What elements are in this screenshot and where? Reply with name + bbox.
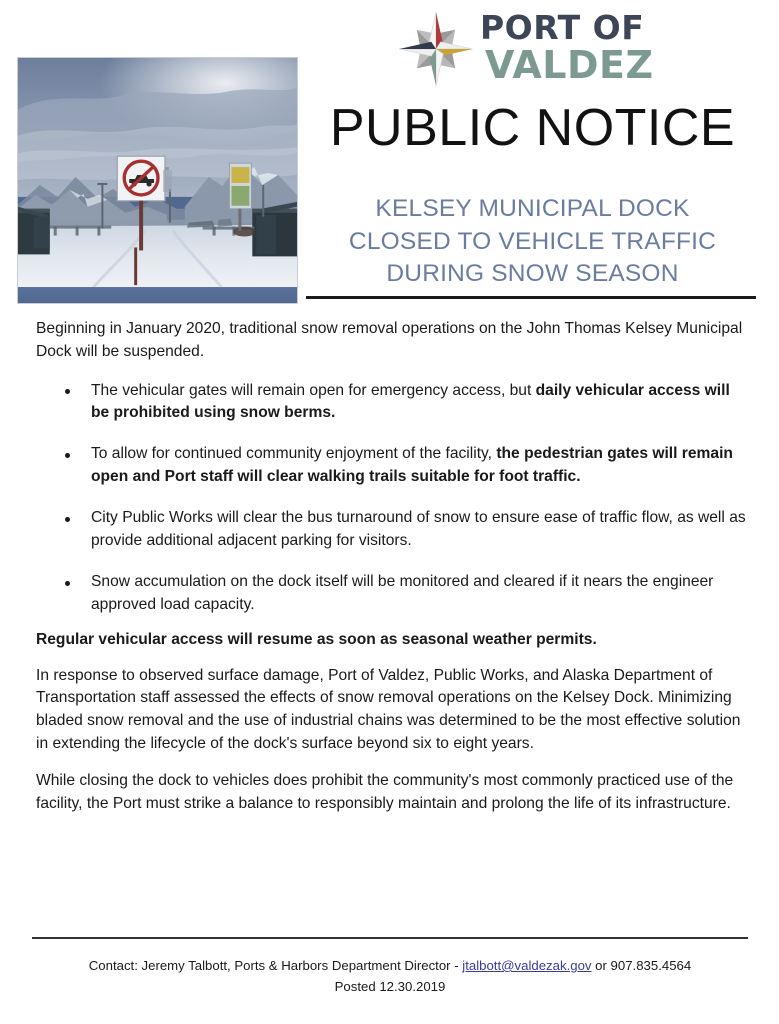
subtitle-line-1: KELSEY MUNICIPAL DOCK bbox=[375, 195, 690, 222]
compass-rose-svg bbox=[396, 8, 476, 90]
header-divider bbox=[306, 296, 756, 299]
bullet-dot-icon bbox=[65, 453, 70, 458]
provisions-list bbox=[36, 380, 746, 617]
notice-header bbox=[0, 0, 779, 310]
contact-line bbox=[32, 955, 748, 976]
posted-date: Posted 12.30.2019 bbox=[334, 979, 446, 995]
list-item bbox=[36, 380, 746, 426]
bullet-text-bold: daily vehicular access will be prohibited using snow berms. bbox=[91, 381, 730, 422]
bullet-text-bold: the pedestrian gates will remain open and Port staff will clear walking trails suitable for foot traffic. bbox=[91, 445, 733, 486]
port-of-valdez-logo bbox=[396, 6, 654, 92]
subtitle-line-2: CLOSED TO VEHICLE TRAFFIC bbox=[348, 227, 717, 255]
notice-body bbox=[36, 318, 746, 829]
balance-paragraph: While closing the dock to vehicles does prohibit the community's most commonly practiced use of the facility, the Port must strike a balance to responsibly maintain and prolong the life of its infrastructure. bbox=[36, 771, 734, 812]
logo-text-valdez: VALDEZ bbox=[485, 43, 654, 87]
list-item bbox=[36, 443, 746, 489]
compass-rose-icon bbox=[396, 8, 476, 90]
logo-wordmark bbox=[480, 6, 654, 92]
contact-email-link[interactable]: jtalbott@valdezak.gov bbox=[462, 958, 592, 973]
bullet-text-plain: City Public Works will clear the bus turnaround of snow to ensure ease of traffic flow, as well as provide additional adjacent parking for visitors. bbox=[91, 509, 746, 550]
logo-text-port-of: PORT OF bbox=[480, 8, 645, 47]
notice-footer bbox=[32, 955, 748, 998]
footer-divider bbox=[32, 937, 748, 939]
contact-prefix-text: Contact: Jeremy Talbott, Ports & Harbors Department Director - bbox=[88, 958, 463, 973]
photo-illustration bbox=[18, 58, 297, 303]
bullet-text-plain: The vehicular gates will remain open for emergency access, but bbox=[91, 381, 536, 399]
bullet-dot-icon bbox=[65, 581, 70, 586]
bullet-text-plain: Snow accumulation on the dock itself will be monitored and cleared if it nears the engineer approved load capacity. bbox=[91, 573, 714, 613]
page-title: PUBLIC NOTICE bbox=[329, 99, 736, 157]
intro-paragraph: Beginning in January 2020, traditional snow removal operations on the John Thomas Kelsey Municipal Dock will be suspended. bbox=[36, 320, 743, 360]
bullet-text-plain: To allow for continued community enjoyment of the facility, bbox=[91, 445, 497, 463]
notice-subtitle bbox=[305, 193, 760, 291]
resume-statement: Regular vehicular access will resume as soon as seasonal weather permits. bbox=[36, 630, 597, 648]
kelsey-dock-winter-photo bbox=[17, 57, 298, 304]
list-item bbox=[36, 571, 746, 617]
contact-suffix-text: or 907.835.4564 bbox=[591, 958, 692, 973]
response-paragraph: In response to observed surface damage, Port of Valdez, Public Works, and Alaska Department of Transportation staff assessed the effects of snow removal operations on the Kelsey Dock. Minimizing bladed snow removal and the use of industrial chains was determined to be the most effective solution in extending the lifecycle of the dock's surface beyond six to eight years. bbox=[36, 666, 741, 752]
bullet-dot-icon bbox=[65, 389, 70, 394]
subtitle-line-3: DURING SNOW SEASON bbox=[386, 260, 679, 288]
list-item bbox=[36, 507, 746, 553]
bullet-dot-icon bbox=[65, 517, 70, 522]
